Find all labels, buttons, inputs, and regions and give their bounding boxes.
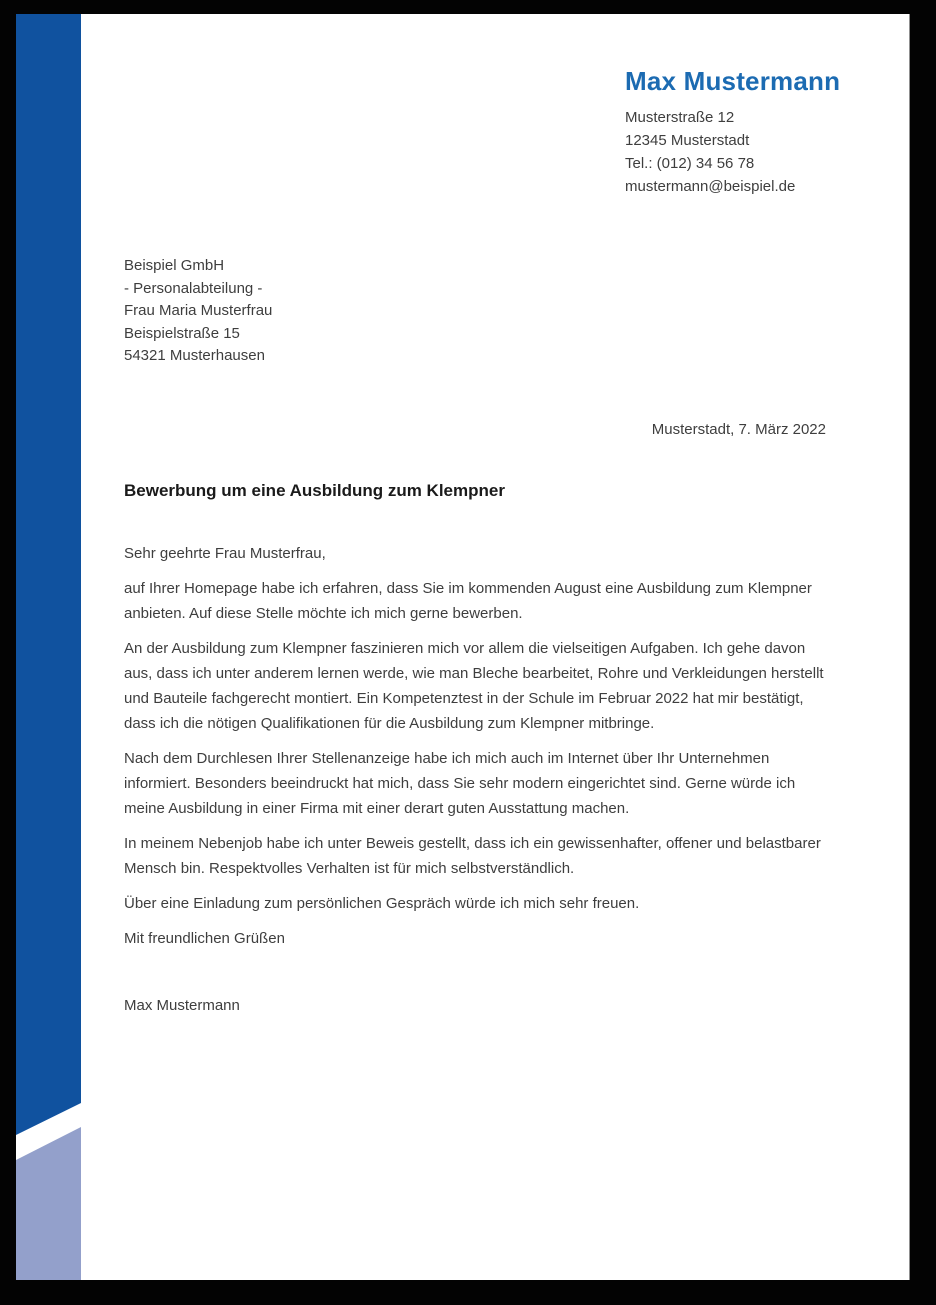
subject-line: Bewerbung um eine Ausbildung zum Klempner xyxy=(124,481,505,500)
paragraph-3: Nach dem Durchlesen Ihrer Stellenanzeige habe ich mich auch im Internet über Ihr Unternehmen informiert. Besonders beeindruckt hat mich, dass Sie sehr modern eingerichtet sind. Gerne würde ich meine Ausbildung in einer Firma mit einer derart guten Ausstattung machen. xyxy=(124,750,796,817)
paragraph-2: An der Ausbildung zum Klempner faszinieren mich vor allem die vielseitigen Aufgaben. Ich gehe davon aus, dass ich unter anderem lernen werde, wie man Bleche bearbeitet, Rohre und Verkleidungen herstellt und Bauteile fachgerecht montiert. Ein Kompetenztest in der Schule im Februar 2022 hat mir bestätigt, dass ich die nötigen Qualifikationen für die Ausbildung zum Klempner mitbringe. xyxy=(124,640,824,732)
date-line: Musterstadt, 7. März 2022 xyxy=(651,421,826,438)
left-stripe-graphic xyxy=(16,14,81,1280)
paragraph-1: auf Ihrer Homepage habe ich erfahren, dass Sie im kommenden August eine Ausbildung zum Klempner anbieten. Auf diese Stelle möchte ich mich gerne bewerben. xyxy=(124,580,812,622)
letter-page xyxy=(16,14,910,1280)
sender-email: mustermann@beispiel.de xyxy=(625,178,796,195)
recipient-contact-person: Frau Maria Musterfrau xyxy=(124,302,273,319)
sender-block xyxy=(625,66,875,198)
paragraph-5: Über eine Einladung zum persönlichen Gespräch würde ich mich sehr freuen. xyxy=(124,895,640,912)
recipient-block xyxy=(124,255,444,368)
recipient-city: 54321 Musterhausen xyxy=(124,347,265,364)
sender-city: 12345 Musterstadt xyxy=(625,132,750,149)
letter-body xyxy=(124,541,826,1018)
signature-name: Max Mustermann xyxy=(124,997,240,1014)
stripe-light-segment xyxy=(16,1127,81,1280)
sender-phone: Tel.: (012) 34 56 78 xyxy=(625,155,755,172)
stripe-dark-segment xyxy=(16,14,81,1135)
recipient-street: Beispielstraße 15 xyxy=(124,324,240,342)
paragraph-4: In meinem Nebenjob habe ich unter Beweis gestellt, dass ich ein gewissenhafter, offener und belastbarer Mensch bin. Respektvolles Verhalten ist für mich selbstverständlich. xyxy=(124,835,821,877)
sender-name: Max Mustermann xyxy=(625,66,841,96)
sender-street: Musterstraße 12 xyxy=(625,109,735,126)
recipient-department: - Personalabteilung - xyxy=(124,279,263,297)
salutation: Sehr geehrte Frau Musterfrau, xyxy=(124,545,326,562)
closing-phrase: Mit freundlichen Grüßen xyxy=(124,930,285,947)
recipient-company: Beispiel GmbH xyxy=(124,257,225,274)
